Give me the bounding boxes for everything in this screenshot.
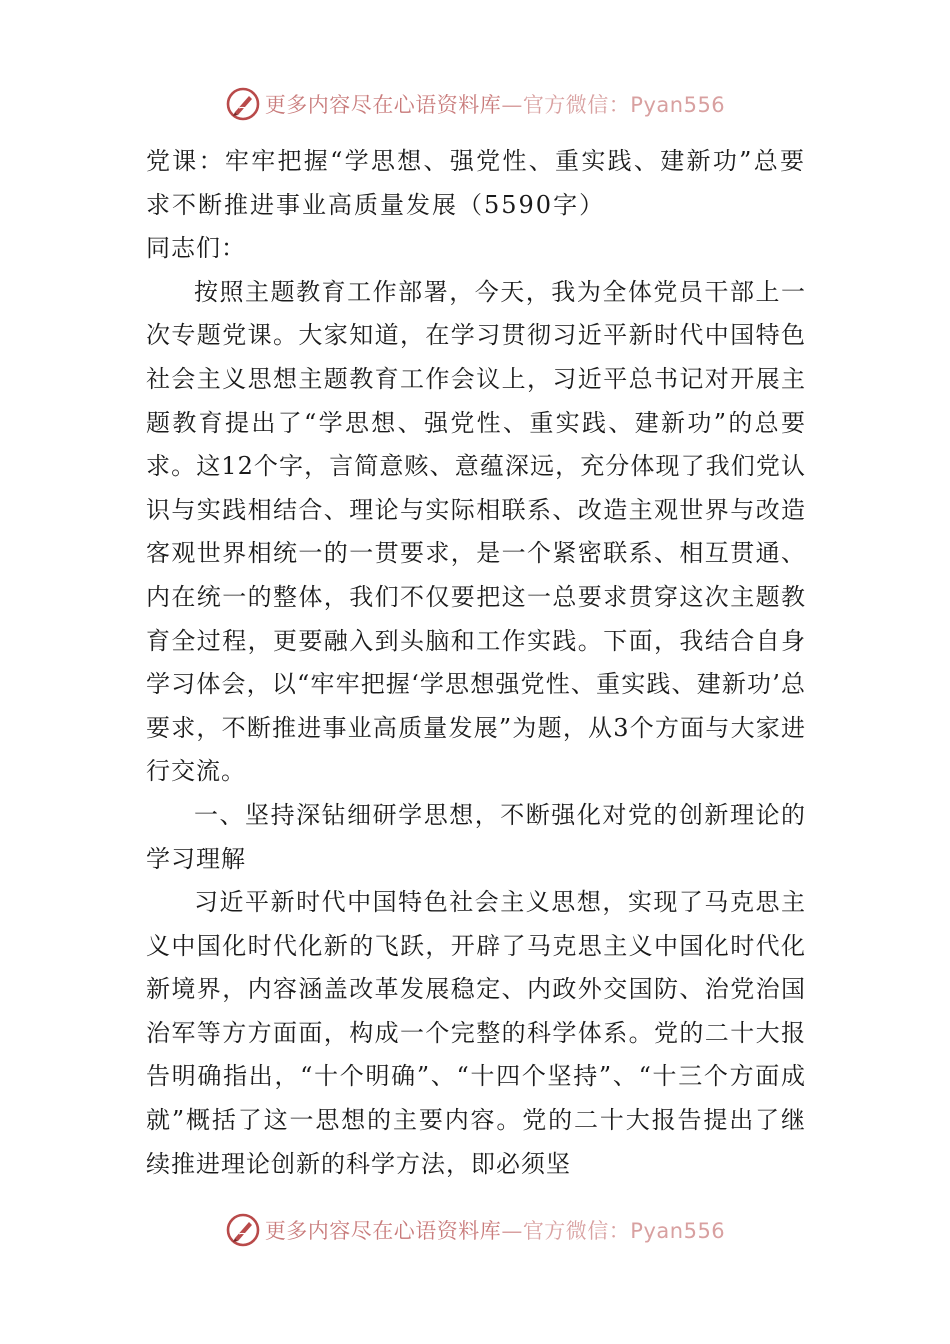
header-banner bbox=[0, 84, 950, 124]
banner-text bbox=[265, 89, 725, 119]
footer-banner bbox=[0, 1210, 950, 1250]
pen-logo-icon bbox=[225, 1212, 261, 1248]
banner-main-text: 更多内容尽在心语资料库 bbox=[264, 93, 502, 117]
document-title: 党课：牢牢把握“学思想、强党性、重实践、建新功”总要求不断推进事业高质量发展（5590字） bbox=[146, 147, 806, 219]
paragraph-2: 习近平新时代中国特色社会主义思想，实现了马克思主义中国化时代化新的飞跃，开辟了马克思主义中国化时代化新境界，内容涵盖改革发展稳定、内政外交国防、治党治国治军等方方面面，构成一个完整的科学体系。党的二十大报告明确指出，“十个明确”、“十四个坚持”、“十三个方面成就”概括了这一思想的主要内容。党的二十大报告提出了继续推进理论创新的科学方法，即必须坚 bbox=[146, 888, 806, 1178]
banner-separator: — bbox=[501, 93, 523, 117]
banner-wechat-text: 官方微信：Pyan556 bbox=[522, 93, 726, 117]
banner-text bbox=[265, 1215, 725, 1245]
pen-logo-icon bbox=[225, 86, 261, 122]
banner-separator: — bbox=[501, 1219, 523, 1243]
document-body bbox=[146, 140, 806, 1186]
section-heading-1: 一、坚持深钻细研学思想，不断强化对党的创新理论的学习理解 bbox=[146, 800, 806, 873]
salutation: 同志们： bbox=[146, 234, 246, 263]
banner-wechat-text: 官方微信：Pyan556 bbox=[522, 1219, 726, 1243]
paragraph-1: 按照主题教育工作部署，今天，我为全体党员干部上一次专题党课。大家知道，在学习贯彻习近平新时代中国特色社会主义思想主题教育工作会议上，习近平总书记对开展主题教育提出了“学思想、强党性、重实践、建新功”的总要求。这12个字，言简意赅、意蕴深远，充分体现了我们党认识与实践相结合、理论与实际相联系、改造主观世界与改造客观世界相统一的一贯要求，是一个紧密联系、相互贯通、内在统一的整体，我们不仅要把这一总要求贯穿这次主题教育全过程，更要融入到头脑和工作实践。下面，我结合自身学习体会，以“牢牢把握‘学思想强党性、重实践、建新功’总要求，不断推进事业高质量发展”为题，从3个方面与大家进行交流。 bbox=[146, 277, 806, 786]
banner-main-text: 更多内容尽在心语资料库 bbox=[264, 1219, 502, 1243]
